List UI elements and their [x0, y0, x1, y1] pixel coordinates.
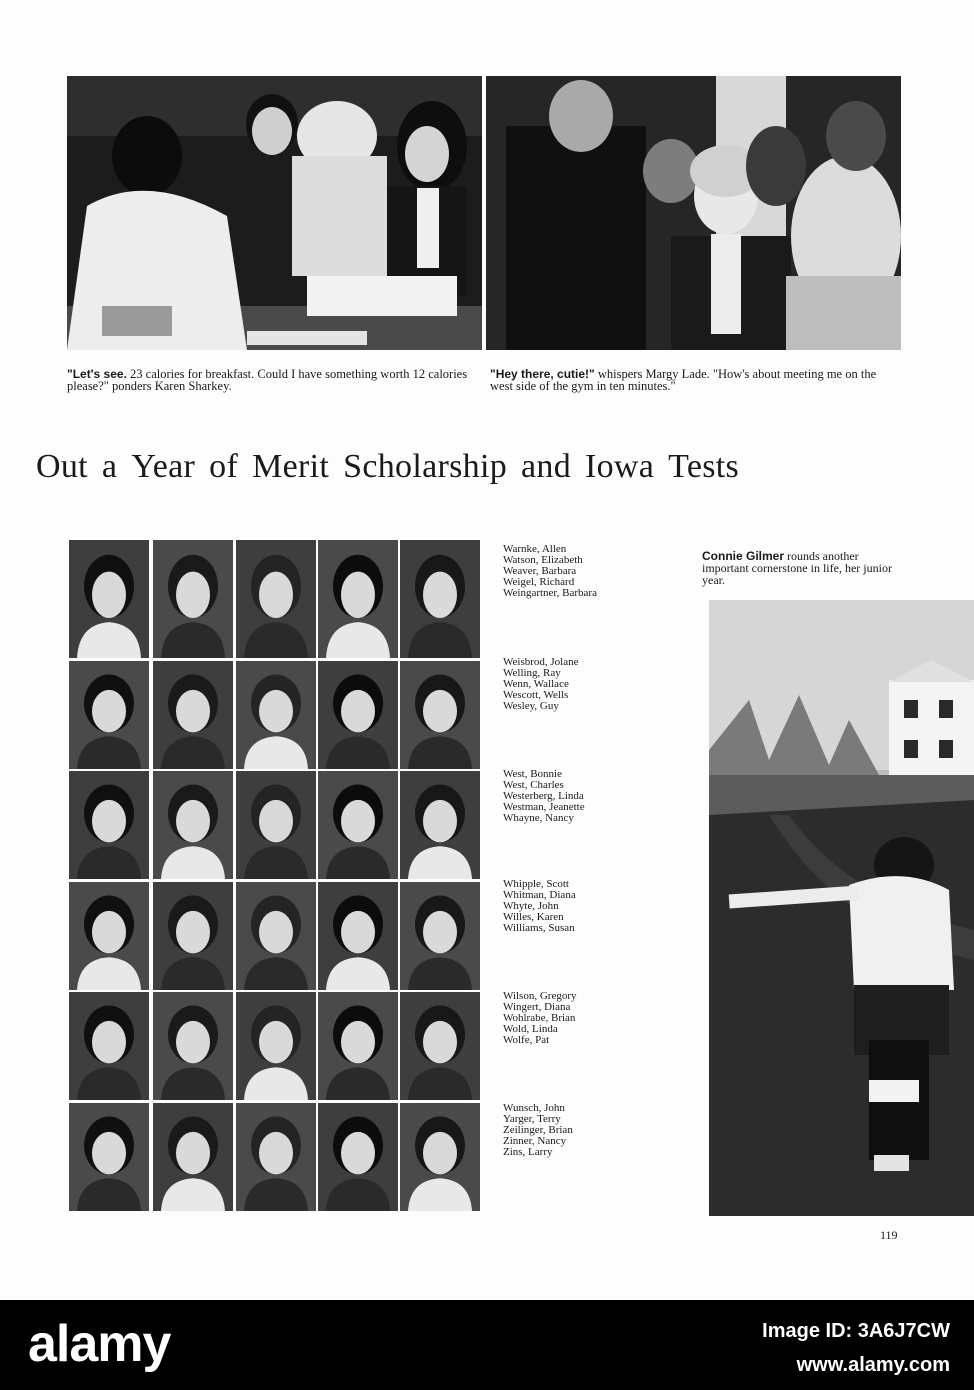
- student-name: Wold, Linda: [503, 1023, 558, 1035]
- student-name: Weaver, Barbara: [503, 565, 577, 577]
- student-name: Wohlrabe, Brian: [503, 1012, 576, 1024]
- headline-word: a: [101, 448, 118, 485]
- headline-word: Iowa: [585, 448, 655, 485]
- student-name: West, Bonnie: [503, 768, 562, 780]
- student-portrait: [400, 540, 480, 658]
- student-name: Whyte, John: [503, 900, 559, 912]
- image-id-block: [762, 1314, 950, 1382]
- student-name: Wesley, Guy: [503, 700, 559, 712]
- stock-footer-bar: [0, 1300, 974, 1390]
- student-portrait: [400, 882, 480, 990]
- student-portrait: [236, 1103, 316, 1211]
- student-name: Willes, Karen: [503, 911, 564, 923]
- student-name: Whipple, Scott: [503, 878, 569, 890]
- page-number: 119: [880, 1228, 898, 1242]
- hallway-photo: [486, 76, 901, 350]
- student-portrait: [318, 882, 398, 990]
- student-portrait: [400, 1103, 480, 1211]
- student-portrait: [69, 661, 149, 769]
- name-list: [503, 879, 683, 934]
- student-portrait: [236, 771, 316, 879]
- student-name: Zeilinger, Brian: [503, 1124, 573, 1136]
- student-portrait: [69, 540, 149, 658]
- student-name: Westerberg, Linda: [503, 790, 584, 802]
- student-name: Welling, Ray: [503, 667, 561, 679]
- student-name: West, Charles: [503, 779, 564, 791]
- cafeteria-caption-text: 23 calories for breakfast. Could I have something worth 12 calories please?" ponders Karen Sharkey.: [67, 367, 468, 393]
- headline-word: Merit: [252, 448, 330, 485]
- image-id: Image ID: 3A6J7CW: [762, 1320, 950, 1342]
- student-portrait: [318, 771, 398, 879]
- page-headline: [36, 448, 916, 486]
- headline-word: Tests: [668, 448, 740, 485]
- headline-word: Year: [131, 448, 196, 485]
- student-portrait: [318, 1103, 398, 1211]
- student-name: Whitman, Diana: [503, 889, 576, 901]
- student-portrait: [236, 992, 316, 1100]
- student-portrait: [318, 540, 398, 658]
- name-list: [503, 657, 683, 712]
- name-list: [503, 544, 683, 599]
- student-portrait: [69, 771, 149, 879]
- student-portrait: [153, 771, 233, 879]
- headline-word: Out: [36, 448, 88, 485]
- student-name: Wilson, Gregory: [503, 990, 577, 1002]
- student-portrait: [153, 540, 233, 658]
- hallway-caption: [490, 368, 900, 392]
- student-name: Wenn, Wallace: [503, 678, 569, 690]
- name-list: [503, 991, 683, 1046]
- student-portrait: [318, 992, 398, 1100]
- cafeteria-caption-lead: "Let's see.: [67, 367, 127, 381]
- student-portrait: [69, 882, 149, 990]
- student-portrait: [236, 882, 316, 990]
- student-portrait: [69, 1103, 149, 1211]
- student-portrait: [400, 771, 480, 879]
- motorbike-caption-text: rounds another important cornerstone in life, her junior year.: [702, 549, 892, 587]
- student-name: Williams, Susan: [503, 922, 575, 934]
- cafeteria-caption: [67, 368, 482, 392]
- headline-word: of: [209, 448, 239, 485]
- student-name: Wunsch, John: [503, 1102, 565, 1114]
- student-portrait: [236, 540, 316, 658]
- hallway-caption-text: whispers Margy Lade. "How's about meeting me on the west side of the gym in ten minutes.": [490, 367, 877, 393]
- student-name: Zinner, Nancy: [503, 1135, 567, 1147]
- motorbike-photo: [709, 600, 974, 1216]
- student-name: Wingert, Diana: [503, 1001, 571, 1013]
- student-portrait: [400, 661, 480, 769]
- student-portrait: [153, 1103, 233, 1211]
- student-portrait: [153, 992, 233, 1100]
- alamy-logo: alamy: [28, 1315, 171, 1373]
- student-name: Weingartner, Barbara: [503, 587, 597, 599]
- cafeteria-photo: [67, 76, 482, 350]
- name-list: [503, 1103, 683, 1158]
- headline-word: Scholarship: [343, 448, 507, 485]
- student-name: Weisbrod, Jolane: [503, 656, 579, 668]
- student-name: Yarger, Terry: [503, 1113, 561, 1125]
- student-name: Westman, Jeanette: [503, 801, 585, 813]
- student-name: Wolfe, Pat: [503, 1034, 550, 1046]
- motorbike-caption-lead: Connie Gilmer: [702, 549, 785, 563]
- hallway-caption-lead: "Hey there, cutie!": [490, 367, 595, 381]
- student-portrait: [69, 992, 149, 1100]
- headline-word: and: [521, 448, 571, 485]
- stock-url: www.alamy.com: [796, 1354, 950, 1376]
- name-list: [503, 769, 683, 824]
- student-portrait: [153, 661, 233, 769]
- student-name: Weigel, Richard: [503, 576, 575, 588]
- student-portrait: [153, 882, 233, 990]
- student-name: Zins, Larry: [503, 1146, 553, 1158]
- student-portrait: [236, 661, 316, 769]
- student-portrait: [400, 992, 480, 1100]
- student-name: Watson, Elizabeth: [503, 554, 583, 566]
- student-name: Whayne, Nancy: [503, 812, 574, 824]
- student-portrait: [318, 661, 398, 769]
- student-name: Warnke, Allen: [503, 543, 567, 555]
- motorbike-caption: [702, 550, 902, 586]
- student-name: Wescott, Wells: [503, 689, 569, 701]
